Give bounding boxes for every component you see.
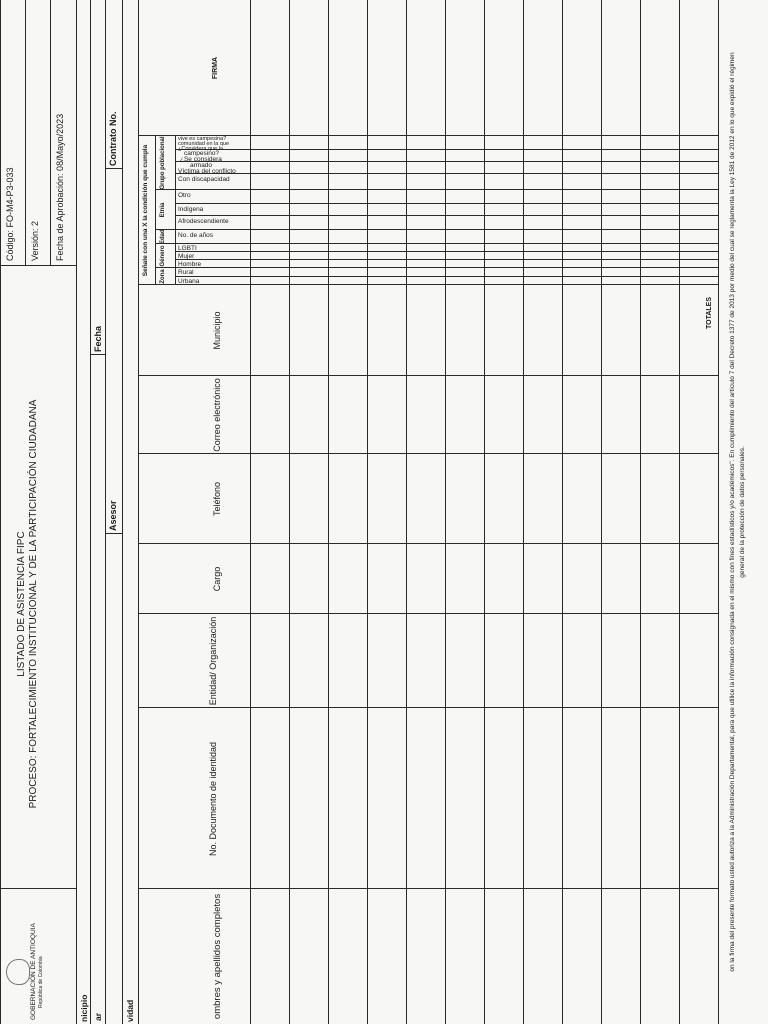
sub-indigena: Indígena: [178, 206, 204, 213]
group-genero: Género: [160, 245, 166, 267]
col-correo: Correo electrónico: [212, 378, 222, 452]
rule: [122, 0, 123, 1024]
conditions-header: Señale con una X la condición que cumpla: [142, 144, 149, 277]
group-etnia: Etnia: [160, 202, 166, 218]
sub-victima-2: armado: [190, 162, 213, 169]
sub-lgbti: LGBTI: [178, 245, 197, 252]
col-firma: FIRMA: [212, 56, 219, 80]
rule: [138, 543, 718, 544]
col-municipio: Municipio: [212, 311, 222, 350]
rule: [155, 229, 718, 230]
table-row-divider: [640, 0, 641, 1024]
contrato-label: Contrato No.: [108, 111, 118, 166]
rule: [138, 453, 718, 454]
table-row-divider: [562, 0, 563, 1024]
rule: [175, 259, 718, 260]
municipio-label: nicipio: [79, 994, 89, 1022]
table-row-divider: [328, 0, 329, 1024]
form-version: Versión: 2: [30, 220, 40, 261]
rule: [138, 707, 718, 708]
rule: [76, 0, 77, 1024]
rule: [105, 533, 122, 534]
sub-mujer: Mujer: [178, 253, 195, 260]
table-row-divider: [523, 0, 524, 1024]
table-row-divider: [367, 0, 368, 1024]
sub-comunidad-2: comunidad en la que: [178, 141, 230, 147]
rule: [90, 0, 91, 1024]
sub-campesino-1: ¿Se considera: [180, 156, 222, 163]
rule: [718, 0, 719, 1024]
sub-discapacidad: Con discapacidad: [178, 176, 230, 183]
table-row-divider: [679, 0, 680, 1024]
group-zona: Zona: [160, 269, 166, 284]
rule: [175, 215, 718, 216]
table-row-divider: [289, 0, 290, 1024]
rule: [138, 888, 718, 889]
sub-no-anos: No. de años: [178, 232, 214, 239]
rule: [0, 888, 76, 889]
actividad-label: vidad: [125, 999, 135, 1022]
rule: [155, 189, 718, 190]
form-code: Código: FO-M4-P3-033: [5, 167, 15, 261]
col-telefono: Teléfono: [212, 481, 222, 517]
rule: [175, 161, 718, 162]
rule: [155, 267, 718, 268]
rule: [155, 243, 718, 244]
rule: [175, 276, 718, 277]
sub-hombre: Hombre: [178, 261, 202, 268]
approval-date: Fecha de Aprobación: 08/Mayo/2023: [55, 113, 65, 261]
coat-of-arms-logo: [6, 959, 30, 985]
sub-campesino-2: campesino?: [184, 150, 220, 157]
table-row-divider: [484, 0, 485, 1024]
rule: [175, 149, 718, 150]
form-title: LISTADO DE ASISTENCIA FIPC: [16, 531, 27, 677]
lugar-label: ar: [93, 1012, 103, 1021]
rule: [105, 168, 122, 169]
rule: [175, 136, 176, 285]
sub-urbana: Urbana: [178, 278, 200, 285]
rule: [175, 173, 718, 174]
sub-rural: Rural: [178, 269, 194, 276]
sub-otro: Otro: [178, 192, 191, 199]
rule: [0, 265, 76, 266]
rule: [155, 136, 156, 285]
rule: [175, 251, 718, 252]
table-row-divider: [406, 0, 407, 1024]
rule: [175, 203, 718, 204]
rule: [90, 354, 105, 355]
fecha-label: Fecha: [93, 325, 103, 352]
sub-victima-1: Víctima del conflicto: [178, 168, 236, 175]
privacy-note-line-1: on la firma del presente formato usted autoriza a la Administración Departamental, para que utilice la información consignada en el mismo con fines estadísticos y/o académicos". En cumplimiento del artículo 7 del Decreto 1377 de 2013 por medio del cual se reglamenta la Ley 1581 de 2012 en lo que expidió el régimen: [729, 52, 736, 972]
col-cargo: Cargo: [212, 566, 222, 592]
rule: [50, 0, 51, 266]
totales-label: TOTALES: [706, 296, 713, 329]
rule: [250, 0, 251, 1024]
asesor-label: Asesor: [108, 500, 118, 531]
org-name: GOBERNACIÓN DE ANTIOQUIA: [30, 923, 37, 1020]
rule: [25, 0, 26, 266]
table-row-divider: [445, 0, 446, 1024]
table-row-divider: [601, 0, 602, 1024]
group-grupo: Grupo poblacional: [160, 136, 166, 190]
rule: [138, 613, 718, 614]
sub-comunidad-1: ¿Considera que la: [178, 146, 223, 152]
group-edad: Edad: [160, 229, 166, 244]
col-nombres: ombres y apellidos completos: [212, 893, 223, 1020]
rule: [138, 284, 718, 285]
privacy-note-line-2: general de la protección de datos personales.: [739, 446, 746, 578]
col-entidad: Entidad/ Organización: [208, 616, 218, 706]
rule: [138, 0, 139, 1024]
sub-comunidad-3: vive es campesina?: [178, 136, 227, 142]
process-title: PROCESO: FORTALECIMIENTO INSTITUCIONAL Y DE LA PARTICIPACIÓN CIUDADANA: [28, 399, 39, 809]
org-subtitle: República de Colombia: [38, 956, 44, 1008]
rule: [105, 0, 106, 1024]
rule: [138, 375, 718, 376]
rule: [0, 0, 1, 1024]
sub-afro: Afrodescendiente: [178, 218, 229, 225]
col-documento: No. Documento de identidad: [208, 741, 218, 857]
